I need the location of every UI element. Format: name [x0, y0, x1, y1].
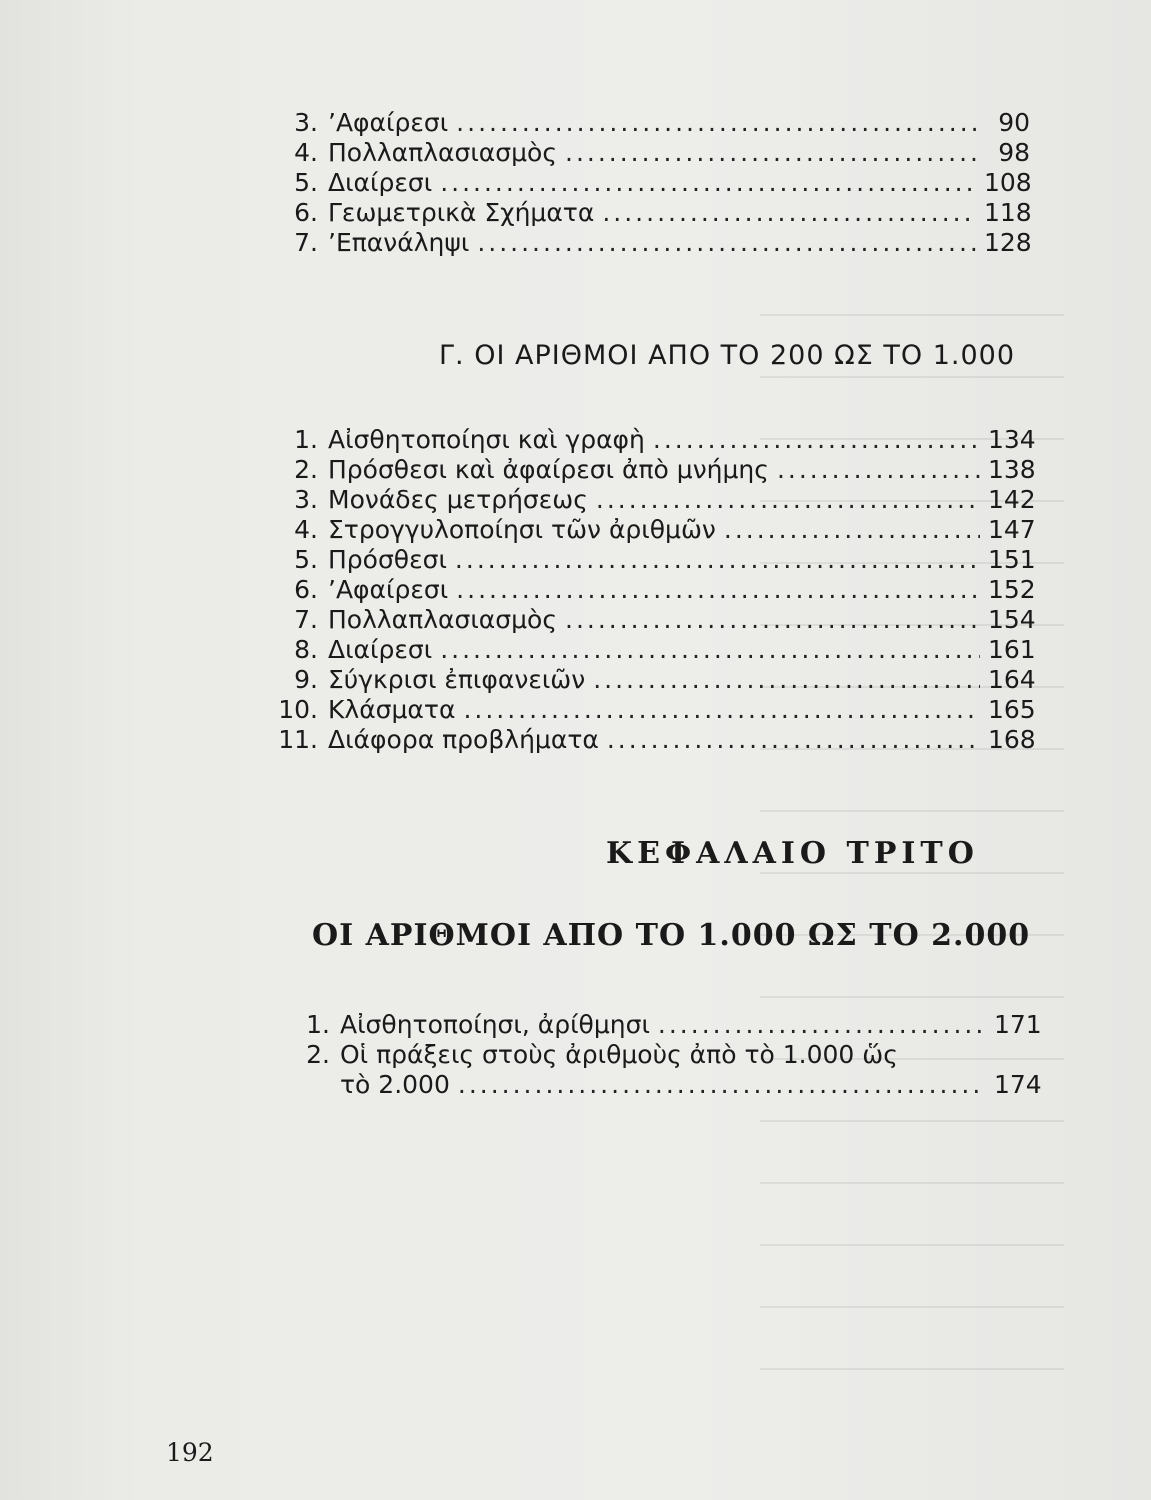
toc-entry — [278, 108, 1030, 138]
entry-page: 171 — [994, 1010, 1042, 1039]
entry-number: 7. — [294, 605, 318, 634]
entry-number: 7. — [294, 228, 318, 257]
entry-page: 174 — [994, 1070, 1042, 1099]
toc-entry — [278, 545, 1034, 575]
entry-page: 161 — [988, 635, 1036, 664]
entry-label: Διαίρεσι — [328, 168, 433, 197]
page-number: 192 — [166, 1438, 214, 1467]
toc-entry — [278, 228, 1030, 258]
entry-number: 9. — [294, 665, 318, 694]
toc-entry — [278, 138, 1030, 168]
entry-page: 152 — [988, 575, 1036, 604]
leader-dots — [463, 695, 980, 725]
entry-label: ’Αφαίρεσι — [328, 575, 449, 604]
entry-page: 142 — [988, 485, 1036, 514]
entry-number: 2. — [294, 455, 318, 484]
toc-entry — [278, 575, 1034, 605]
entry-label: Πολλαπλασιασμὸς — [328, 605, 557, 634]
entry-page: 98 — [998, 138, 1030, 167]
entry-number: 6. — [294, 198, 318, 227]
leader-dots — [724, 515, 980, 545]
toc-entry — [278, 455, 1034, 485]
leader-dots — [440, 635, 980, 665]
entry-page: 168 — [988, 725, 1036, 754]
entry-label: Πρόσθεσι καὶ ἀφαίρεσι ἀπὸ μνήμης — [328, 455, 769, 484]
section-g-heading: Γ. ΟΙ ΑΡΙΘΜΟΙ ΑΠΟ ΤΟ 200 ΩΣ ΤΟ 1.000 — [439, 340, 1016, 371]
toc-entry — [278, 198, 1030, 228]
entry-label: Κλάσματα — [328, 695, 456, 724]
entry-number: 2. — [306, 1040, 330, 1069]
leader-dots — [607, 725, 980, 755]
entry-label: Αἰσθητοποίησι, ἀρίθμησι — [340, 1010, 650, 1039]
entry-page: 147 — [988, 515, 1036, 544]
leader-dots — [440, 168, 976, 198]
entry-page: 151 — [988, 545, 1036, 574]
entry-label: Πολλαπλασιασμὸς — [328, 138, 557, 167]
leader-dots — [593, 665, 980, 695]
entry-number: 10. — [278, 695, 318, 724]
toc-entry — [278, 515, 1034, 545]
entry-number: 6. — [294, 575, 318, 604]
toc-entry — [278, 485, 1034, 515]
leader-dots — [458, 1070, 986, 1100]
entry-number: 8. — [294, 635, 318, 664]
entry-label: ’Επανάληψι — [328, 228, 470, 257]
entry-page: 90 — [998, 108, 1030, 137]
chapter-subtitle: ΟΙ ΑΡΙΘΜΟΙ ΑΠΟ ΤΟ 1.000 ΩΣ ΤΟ 2.000 — [312, 918, 1031, 953]
entry-number: 4. — [294, 515, 318, 544]
entry-page: 108 — [984, 168, 1032, 197]
leader-dots — [602, 198, 976, 228]
chapter-title: ΚΕΦΑΛΑΙΟ ΤΡΙΤΟ — [606, 836, 979, 871]
entry-label: Μονάδες μετρήσεως — [328, 485, 588, 514]
leader-dots — [658, 1010, 986, 1040]
entry-label: Σύγκρισι ἐπιφανειῶν — [328, 665, 586, 694]
toc-entry — [290, 1040, 1040, 1070]
leader-dots — [456, 108, 976, 138]
entry-number: 5. — [294, 168, 318, 197]
entry-number: 1. — [294, 425, 318, 454]
leader-dots — [456, 575, 980, 605]
entry-page: 154 — [988, 605, 1036, 634]
entry-label: Οἱ πράξεις στοὺς ἀριθμοὺς ἀπὸ τὸ 1.000 ὥς — [340, 1040, 898, 1069]
toc-entry — [278, 168, 1030, 198]
entry-number: 4. — [294, 138, 318, 167]
entry-number: 3. — [294, 485, 318, 514]
entry-page: 138 — [988, 455, 1036, 484]
leader-dots — [565, 138, 976, 168]
entry-label: τὸ 2.000 — [340, 1070, 450, 1099]
entry-label: Πρόσθεσι — [328, 545, 447, 574]
entry-label: Διαίρεσι — [328, 635, 433, 664]
entry-label: Αἰσθητοποίησι καὶ γραφὴ — [328, 425, 645, 454]
toc-entry — [278, 695, 1034, 725]
toc-entry — [278, 635, 1034, 665]
entry-page: 128 — [984, 228, 1032, 257]
entry-label: Γεωμετρικὰ Σχήματα — [328, 198, 595, 227]
entry-page: 165 — [988, 695, 1036, 724]
leader-dots — [777, 455, 980, 485]
toc-entry-continuation — [290, 1070, 1040, 1100]
entry-number: 5. — [294, 545, 318, 574]
entry-number: 3. — [294, 108, 318, 137]
leader-dots — [596, 485, 980, 515]
toc-entry — [278, 665, 1034, 695]
toc-entry — [290, 1010, 1040, 1040]
toc-entry — [278, 605, 1034, 635]
leader-dots — [455, 545, 980, 575]
leader-dots — [477, 228, 976, 258]
entry-page: 134 — [988, 425, 1036, 454]
entry-page: 118 — [984, 198, 1032, 227]
entry-page: 164 — [988, 665, 1036, 694]
entry-label: Στρογγυλοποίησι τῶν ἀριθμῶν — [328, 515, 716, 544]
toc-entry — [278, 425, 1034, 455]
leader-dots — [565, 605, 980, 635]
entry-label: Διάφορα προβλήματα — [328, 725, 599, 754]
entry-label: ’Αφαίρεσι — [328, 108, 449, 137]
leader-dots — [653, 425, 980, 455]
entry-number: 1. — [306, 1010, 330, 1039]
toc-entry — [278, 725, 1034, 755]
entry-number: 11. — [278, 725, 318, 754]
